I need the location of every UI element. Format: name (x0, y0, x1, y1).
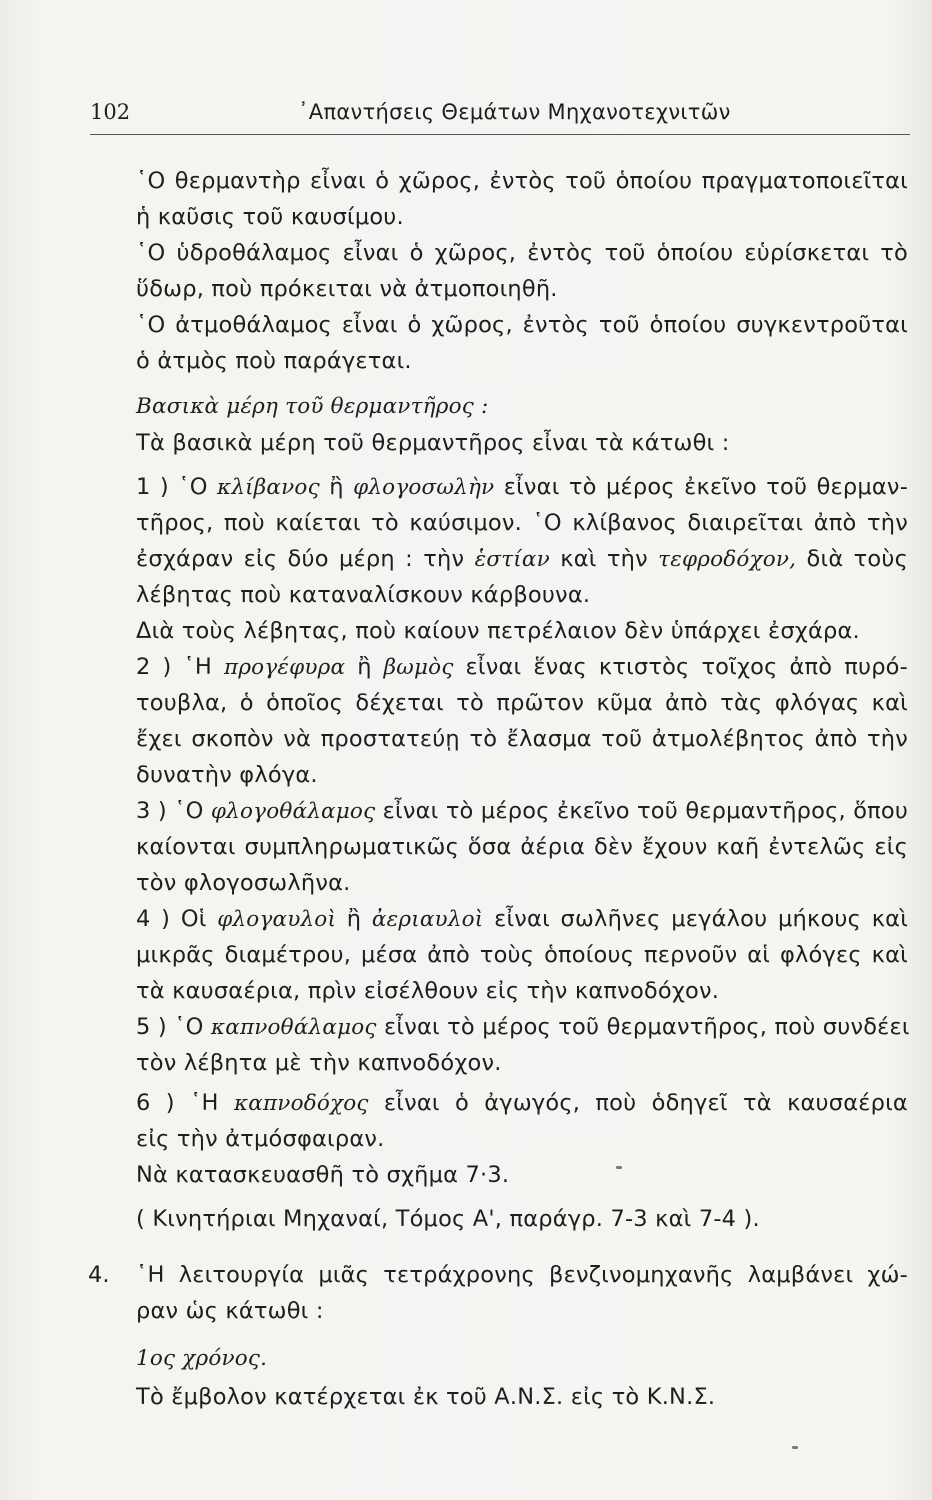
item-3-number: 3 ) ῾Ο (136, 798, 204, 824)
item-1-text: εἶναι τὸ μέρος ἐκεῖνο τοῦ θερμαν- (503, 474, 909, 500)
item-3-line-1 (136, 798, 908, 824)
definition-line: ῾Ο θερμαντὴρ εἶναι ὁ χῶρος, ἐντὸς τοῦ ὁποίου πραγματοποιεῖται (136, 168, 908, 194)
definition-line: ὁ ἀτμὸς ποὺ παράγεται. (136, 348, 412, 374)
item-6-number: 6 ) ῾Η (136, 1090, 219, 1116)
item-4-line-1 (136, 906, 908, 932)
item-4-line-2: μικρᾶς διαμέτρου, μέσα ἀπὸ τοὺς ὁποίους περνοῦν αἱ φλόγες καὶ (136, 942, 908, 968)
term-progefyra: προγέφυρα (224, 655, 346, 680)
term-flogothalamos: φλογοθάλαμος (210, 799, 376, 824)
item-1-text-e: διὰ τοὺς (806, 546, 909, 572)
term-kapnodochos: καπνοδόχος (233, 1091, 369, 1116)
page-header (90, 100, 910, 135)
item-2-or: ἢ (357, 654, 372, 680)
item-2-line-1 (136, 654, 908, 680)
term-kapnothalamos: καπνοθάλαμος (210, 1015, 377, 1040)
section-heading: Βασικὰ μέρη τοῦ θερμαντῆρος : (136, 394, 489, 419)
item-2-line-3: ἔχει σκοπὸν νὰ προστατεύῃ τὸ ἔλασμα τοῦ ἀτμολέβητος ἀπὸ τὴν (136, 726, 908, 752)
definition-line: ὕδωρ, ποὺ πρόκειται νὰ ἀτμοποιηθῆ. (136, 276, 558, 302)
figure-note: Νὰ κατασκευασθῆ τὸ σχῆμα 7·3. (136, 1162, 510, 1188)
item-4-number: 4 ) Οἱ (136, 906, 207, 932)
item-3-text: εἶναι τὸ μέρος ἐκεῖνο τοῦ θερμαντῆρος, ὅπου (382, 798, 909, 824)
item-6-line-1 (136, 1090, 908, 1116)
item-1-line-3 (136, 546, 908, 572)
term-flogosolin: φλογοσωλὴν (353, 475, 495, 500)
term-tefrodochos: τεφροδόχον, (658, 547, 797, 572)
definition-line: ῾Ο ὑδροθάλαμος εἶναι ὁ χῶρος, ἐντὸς τοῦ ὁποίου εὑρίσκεται τὸ (136, 240, 908, 266)
term-klivanos: κλίβανος (217, 475, 320, 500)
item-4-or: ἢ (346, 906, 362, 932)
item-6-line-2: εἰς τὴν ἀτμόσφαιραν. (136, 1126, 385, 1152)
item-1-line-1 (136, 474, 908, 500)
stroke-text: Τὸ ἔμβολον κατέρχεται ἐκ τοῦ Α.Ν.Σ. εἰς τὸ Κ.Ν.Σ. (136, 1384, 716, 1410)
item-1-line-5: Διὰ τοὺς λέβητας, ποὺ καίουν πετρέλαιον δὲν ὑπάρχει ἐσχάρα. (136, 618, 860, 644)
item-2-number: 2 ) ῾Η (136, 654, 213, 680)
stroke-heading: 1ος χρόνος. (136, 1346, 268, 1371)
term-estia: ἑστίαν (474, 547, 550, 572)
definition-line: ῾Ο ἀτμοθάλαμος εἶναι ὁ χῶρος, ἐντὸς τοῦ ὁποίου συγκεντροῦται (136, 312, 908, 338)
item-1-line-2: τῆρος, ποὺ καίεται τὸ καύσιμον. ῾Ο κλίβανος διαιρεῖται ἀπὸ τὴν (136, 510, 908, 536)
item-4-line-3: τὰ καυσαέρια, πρὶν εἰσέλθουν εἰς τὴν καπνοδόχον. (136, 978, 720, 1004)
item-3-line-2: καίονται συμπληρωματικῶς ὅσα ἀέρια δὲν ἔχουν καῆ ἐντελῶς εἰς (136, 834, 908, 860)
item-5-line-2: τὸν λέβητα μὲ τὴν καπνοδόχον. (136, 1050, 502, 1076)
question-number: 4. (88, 1262, 110, 1288)
term-vomos: βωμὸς (383, 655, 454, 680)
item-2-line-2: τουβλα, ὁ ὁποῖος δέχεται τὸ πρῶτον κῦμα ἀπὸ τὰς φλόγας καὶ (136, 690, 908, 716)
item-5-number: 5 ) ῾Ο (136, 1014, 204, 1040)
item-1-or: ἢ (329, 474, 344, 500)
item-2-text: εἶναι ἕνας κτιστὸς τοῖχος ἀπὸ πυρό- (465, 654, 908, 680)
ink-speck (616, 1166, 622, 1169)
item-1-line-4: λέβητας ποὺ καταναλίσκουν κάρβουνα. (136, 582, 591, 608)
page-number: 102 (90, 100, 131, 124)
definition-line: ἡ καῦσις τοῦ καυσίμου. (136, 204, 404, 230)
section-intro: Τὰ βασικὰ μέρη τοῦ θερμαντῆρος εἶναι τὰ κάτωθι : (136, 430, 730, 456)
running-title: ᾿Απαντήσεις Θεμάτων Μηχανοτεχνιτῶν (298, 100, 731, 124)
item-1-number: 1 ) ῾Ο (136, 474, 208, 500)
item-5-text: εἶναι τὸ μέρος τοῦ θερμαντῆρος, ποὺ συνδέει (384, 1014, 910, 1040)
ink-speck (792, 1446, 798, 1449)
item-6-text: εἶναι ὁ ἀγωγός, ποὺ ὁδηγεῖ τὰ καυσαέρια (383, 1090, 908, 1116)
item-4-text: εἶναι σωλῆνες μεγάλου μήκους καὶ (494, 906, 909, 932)
question-line-1: ῾Η λειτουργία μιᾶς τετράχρονης βενζινομηχανῆς λαμβάνει χώ- (136, 1262, 908, 1288)
reference-note: ( Κινητήριαι Μηχαναί, Τόμος Α', παράγρ. 7-3 καὶ 7-4 ). (136, 1206, 760, 1232)
term-flogavloi: φλογαυλοὶ (217, 907, 337, 932)
item-3-line-3: τὸν φλογοσωλῆνα. (136, 870, 351, 896)
item-2-line-4: δυνατὴν φλόγα. (136, 762, 318, 788)
item-5-line-1 (136, 1014, 908, 1040)
question-line-2: ραν ὡς κάτωθι : (136, 1298, 324, 1324)
term-aeriavloi: ἀεριαυλοὶ (371, 907, 484, 932)
item-1-text-c: καὶ τὴν (560, 546, 648, 572)
item-1-text-a: ἐσχάραν εἰς δύο μέρη : τὴν (136, 546, 465, 572)
